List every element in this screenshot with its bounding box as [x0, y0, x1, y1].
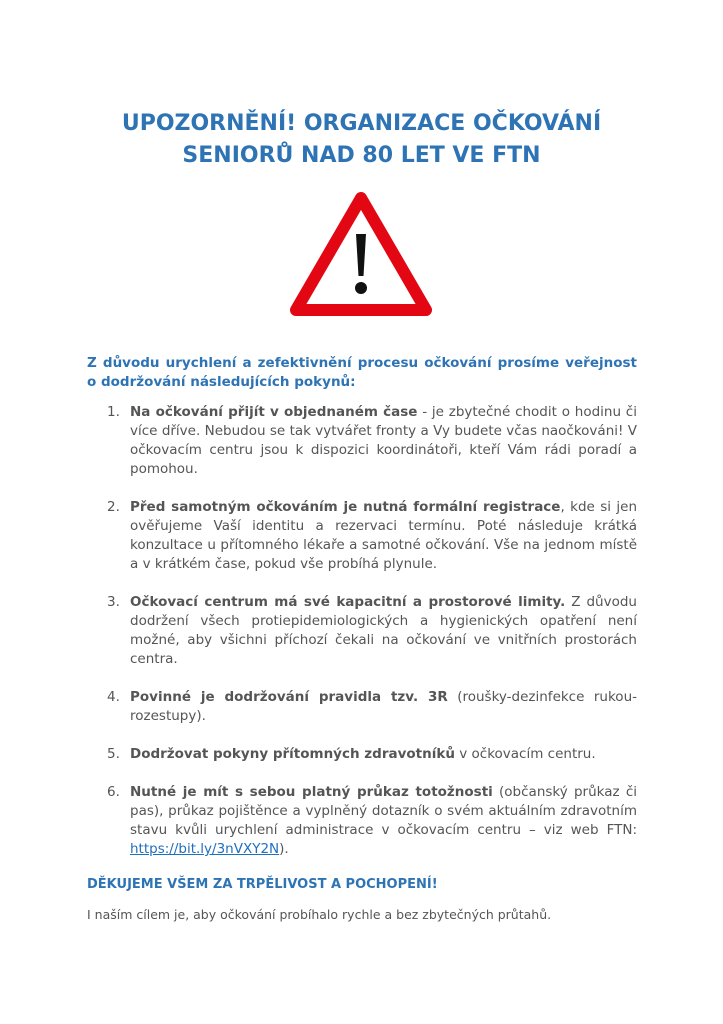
item-bold-text: Na očkování přijít v objednaném čase: [130, 404, 418, 420]
list-item: [87, 783, 637, 859]
list-item: [87, 745, 637, 764]
item-text: (občanský průkaz či pas), průkaz pojištěnce a vyplněný dotazník o svém aktuálním zdravotním stavu kvůli urychlení administrace v očkovacím centru – viz web FTN:: [130, 784, 637, 838]
list-item: [87, 593, 637, 669]
spacer: [87, 764, 637, 783]
item-text: v očkovacím centru.: [454, 746, 596, 762]
item-number: 4.: [107, 689, 120, 705]
item-bold-text: Povinné je dodržování pravidla tzv. 3R: [130, 689, 448, 705]
ftn-web-link[interactable]: https://bit.ly/3nVXY2N: [130, 841, 280, 857]
thanks-heading: DĚKUJEME VŠEM ZA TRPĚLIVOST A POCHOPENÍ!: [87, 877, 438, 892]
item-text: Z důvodu dodržení všech protiepidemiologických a hygienických opatření není možné, aby všichni příchozí čekali na očkování ve vnitřních prostorách centra.: [130, 594, 637, 667]
item-text: (roušky-dezinfekce rukou-rozestupy).: [130, 689, 637, 724]
closing-text: I naším cílem je, aby očkování probíhalo rychle a bez zbytečných průtahů.: [87, 907, 552, 922]
item-bold-text: Před samotným očkováním je nutná formální registrace: [130, 499, 561, 515]
title-line-2: SENIORŮ NAD 80 LET VE FTN: [182, 143, 541, 168]
page-title: [60, 108, 663, 172]
item-bold-text: Očkovací centrum má své kapacitní a prostorové limity.: [130, 594, 566, 610]
item-text: , kde si jen ověřujeme Vaší identitu a rezervaci termínu. Poté následuje krátká konzultace u přítomného lékaře a samotné očkování. Vše na jednom místě a v krátkém čase, pokud vše probíhá plynule.: [130, 499, 637, 572]
list-item: [87, 498, 637, 574]
spacer: [87, 669, 637, 688]
instructions-list: [87, 403, 637, 859]
title-line-1: UPOZORNĚNÍ! ORGANIZACE OČKOVÁNÍ: [121, 111, 602, 136]
item-text-end: ).: [279, 841, 289, 857]
spacer: [87, 479, 637, 498]
list-item: [87, 403, 637, 479]
item-number: 1.: [107, 404, 120, 420]
item-number: 2.: [107, 499, 120, 515]
spacer: [87, 726, 637, 745]
intro-text: Z důvodu urychlení a zefektivnění procesu očkování prosíme veřejnost o dodržování následujících pokynů:: [87, 355, 637, 390]
spacer: [87, 574, 637, 593]
warning-triangle-icon: [290, 192, 432, 316]
item-number: 3.: [107, 594, 120, 610]
item-bold-text: Nutné je mít s sebou platný průkaz totožnosti: [130, 784, 493, 800]
item-bold-text: Dodržovat pokyny přítomných zdravotníků: [130, 746, 455, 762]
item-number: 6.: [107, 784, 120, 800]
item-number: 5.: [107, 746, 120, 762]
item-text: - je zbytečné chodit o hodinu či více dříve. Nebudou se tak vytvářet fronty a Vy budete včas naočkováni! V očkovacím centru jsou k dispozici koordinátoři, kteří Vám rádi poradí a pomohou.: [130, 404, 637, 477]
list-item: [87, 688, 637, 726]
